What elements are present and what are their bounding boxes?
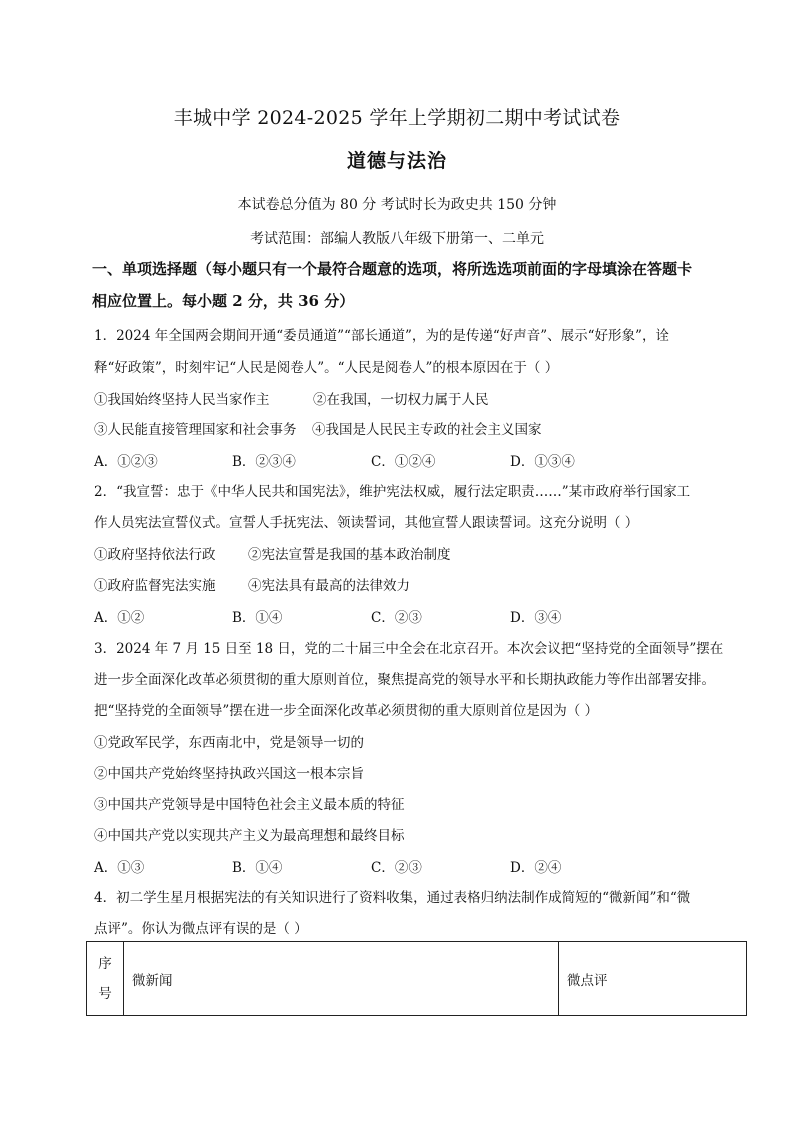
q2-statement-4: ④宪法具有最高的法律效力 xyxy=(248,578,410,594)
q2-option-b: B．①④ xyxy=(232,610,283,626)
table-header-comment: 微点评 xyxy=(559,942,747,1016)
exam-info-scope: 考试范围：部编人教版八年级下册第一、二单元 xyxy=(250,231,544,247)
section-heading-line1: 一、单项选择题（每小题只有一个最符合题意的选项，将所选选项前面的字母填涂在答题卡 xyxy=(92,260,693,278)
q2-option-a: A．①② xyxy=(94,610,145,626)
q2-stem-line1: 2．“我宣誓：忠于《中华人民共和国宪法》，维护宪法权威，履行法定职责……”某市政府举行国家工 xyxy=(94,484,691,500)
q3-option-d: D．②④ xyxy=(510,860,562,876)
q1-statement-2: ②在我国，一切权力属于人民 xyxy=(313,392,489,408)
q3-option-c: C．②③ xyxy=(371,860,422,876)
q1-statement-3: ③人民能直接管理国家和社会事务 xyxy=(94,422,297,438)
exam-info-score: 本试卷总分值为 80 分 考试时长为政史共 150 分钟 xyxy=(237,197,557,213)
q1-statement-4: ④我国是人民民主专政的社会主义国家 xyxy=(312,422,542,438)
q2-option-c: C．②③ xyxy=(371,610,422,626)
q4-table xyxy=(86,941,747,1016)
table-header-index-char2: 号 xyxy=(98,985,112,1002)
q1-option-b: B．②③④ xyxy=(232,454,296,470)
q1-option-d: D．①③④ xyxy=(510,454,575,470)
q1-option-c: C．①②④ xyxy=(371,454,436,470)
q1-option-a: A．①②③ xyxy=(94,454,158,470)
q2-statement-1: ①政府坚持依法行政 xyxy=(94,547,216,563)
q1-stem-line1: 1．2024 年全国两会期间开通“委员通道”“部长通道”，为的是传递“好声音”、展示“好形象”，诠 xyxy=(94,328,669,344)
table-header-news: 微新闻 xyxy=(124,942,559,1016)
table-header-index-char1: 序 xyxy=(98,955,112,972)
q3-statement-2: ②中国共产党始终坚持执政兴国这一根本宗旨 xyxy=(94,766,364,782)
exam-title: 丰城中学 2024-2025 学年上学期初二期中考试试卷 xyxy=(173,107,621,129)
q3-option-b: B．①④ xyxy=(232,860,283,876)
table-header-row xyxy=(87,942,747,1016)
q3-stem-line2: 进一步全面深化改革必须贯彻的重大原则首位，聚焦提高党的领导水平和长期执政能力等作出部署安排。 xyxy=(94,672,715,688)
q3-statement-1: ①党政军民学，东西南北中，党是领导一切的 xyxy=(94,735,364,751)
q2-statement-3: ①政府监督宪法实施 xyxy=(94,578,216,594)
q3-statement-4: ④中国共产党以实现共产主义为最高理想和最终目标 xyxy=(94,828,405,844)
section-heading-line2: 相应位置上。每小题 2 分，共 36 分） xyxy=(92,292,355,310)
q3-statement-3: ③中国共产党领导是中国特色社会主义最本质的特征 xyxy=(94,797,405,813)
subject-title: 道德与法治 xyxy=(346,150,447,172)
q1-statement-1: ①我国始终坚持人民当家作主 xyxy=(94,392,270,408)
q4-stem-line2: 点评”。你认为微点评有误的是（ ） xyxy=(94,921,308,937)
q3-stem-line3: 把“坚持党的全面领导”摆在进一步全面深化改革必须贯彻的重大原则首位是因为（ ） xyxy=(94,703,599,719)
q1-stem-line2: 释“好政策”，时刻牢记“人民是阅卷人”。“人民是阅卷人”的根本原因在于（ ） xyxy=(94,360,559,376)
q2-option-d: D．③④ xyxy=(510,610,562,626)
q2-stem-line2: 作人员宪法宣誓仪式。宣誓人手抚宪法、领读誓词，其他宣誓人跟读誓词。这充分说明（ ） xyxy=(94,515,639,531)
q2-statement-2: ②宪法宣誓是我国的基本政治制度 xyxy=(248,547,451,563)
q3-stem-line1: 3．2024 年 7 月 15 日至 18 日，党的二十届三中全会在北京召开。本次会议把“坚持党的全面领导”摆在 xyxy=(94,641,724,657)
q4-stem-line1: 4．初二学生星月根据宪法的有关知识进行了资料收集，通过表格归纳法制作成简短的“微新闻”和“微 xyxy=(94,890,691,906)
q3-option-a: A．①③ xyxy=(94,860,145,876)
table-header-index xyxy=(87,942,124,1016)
